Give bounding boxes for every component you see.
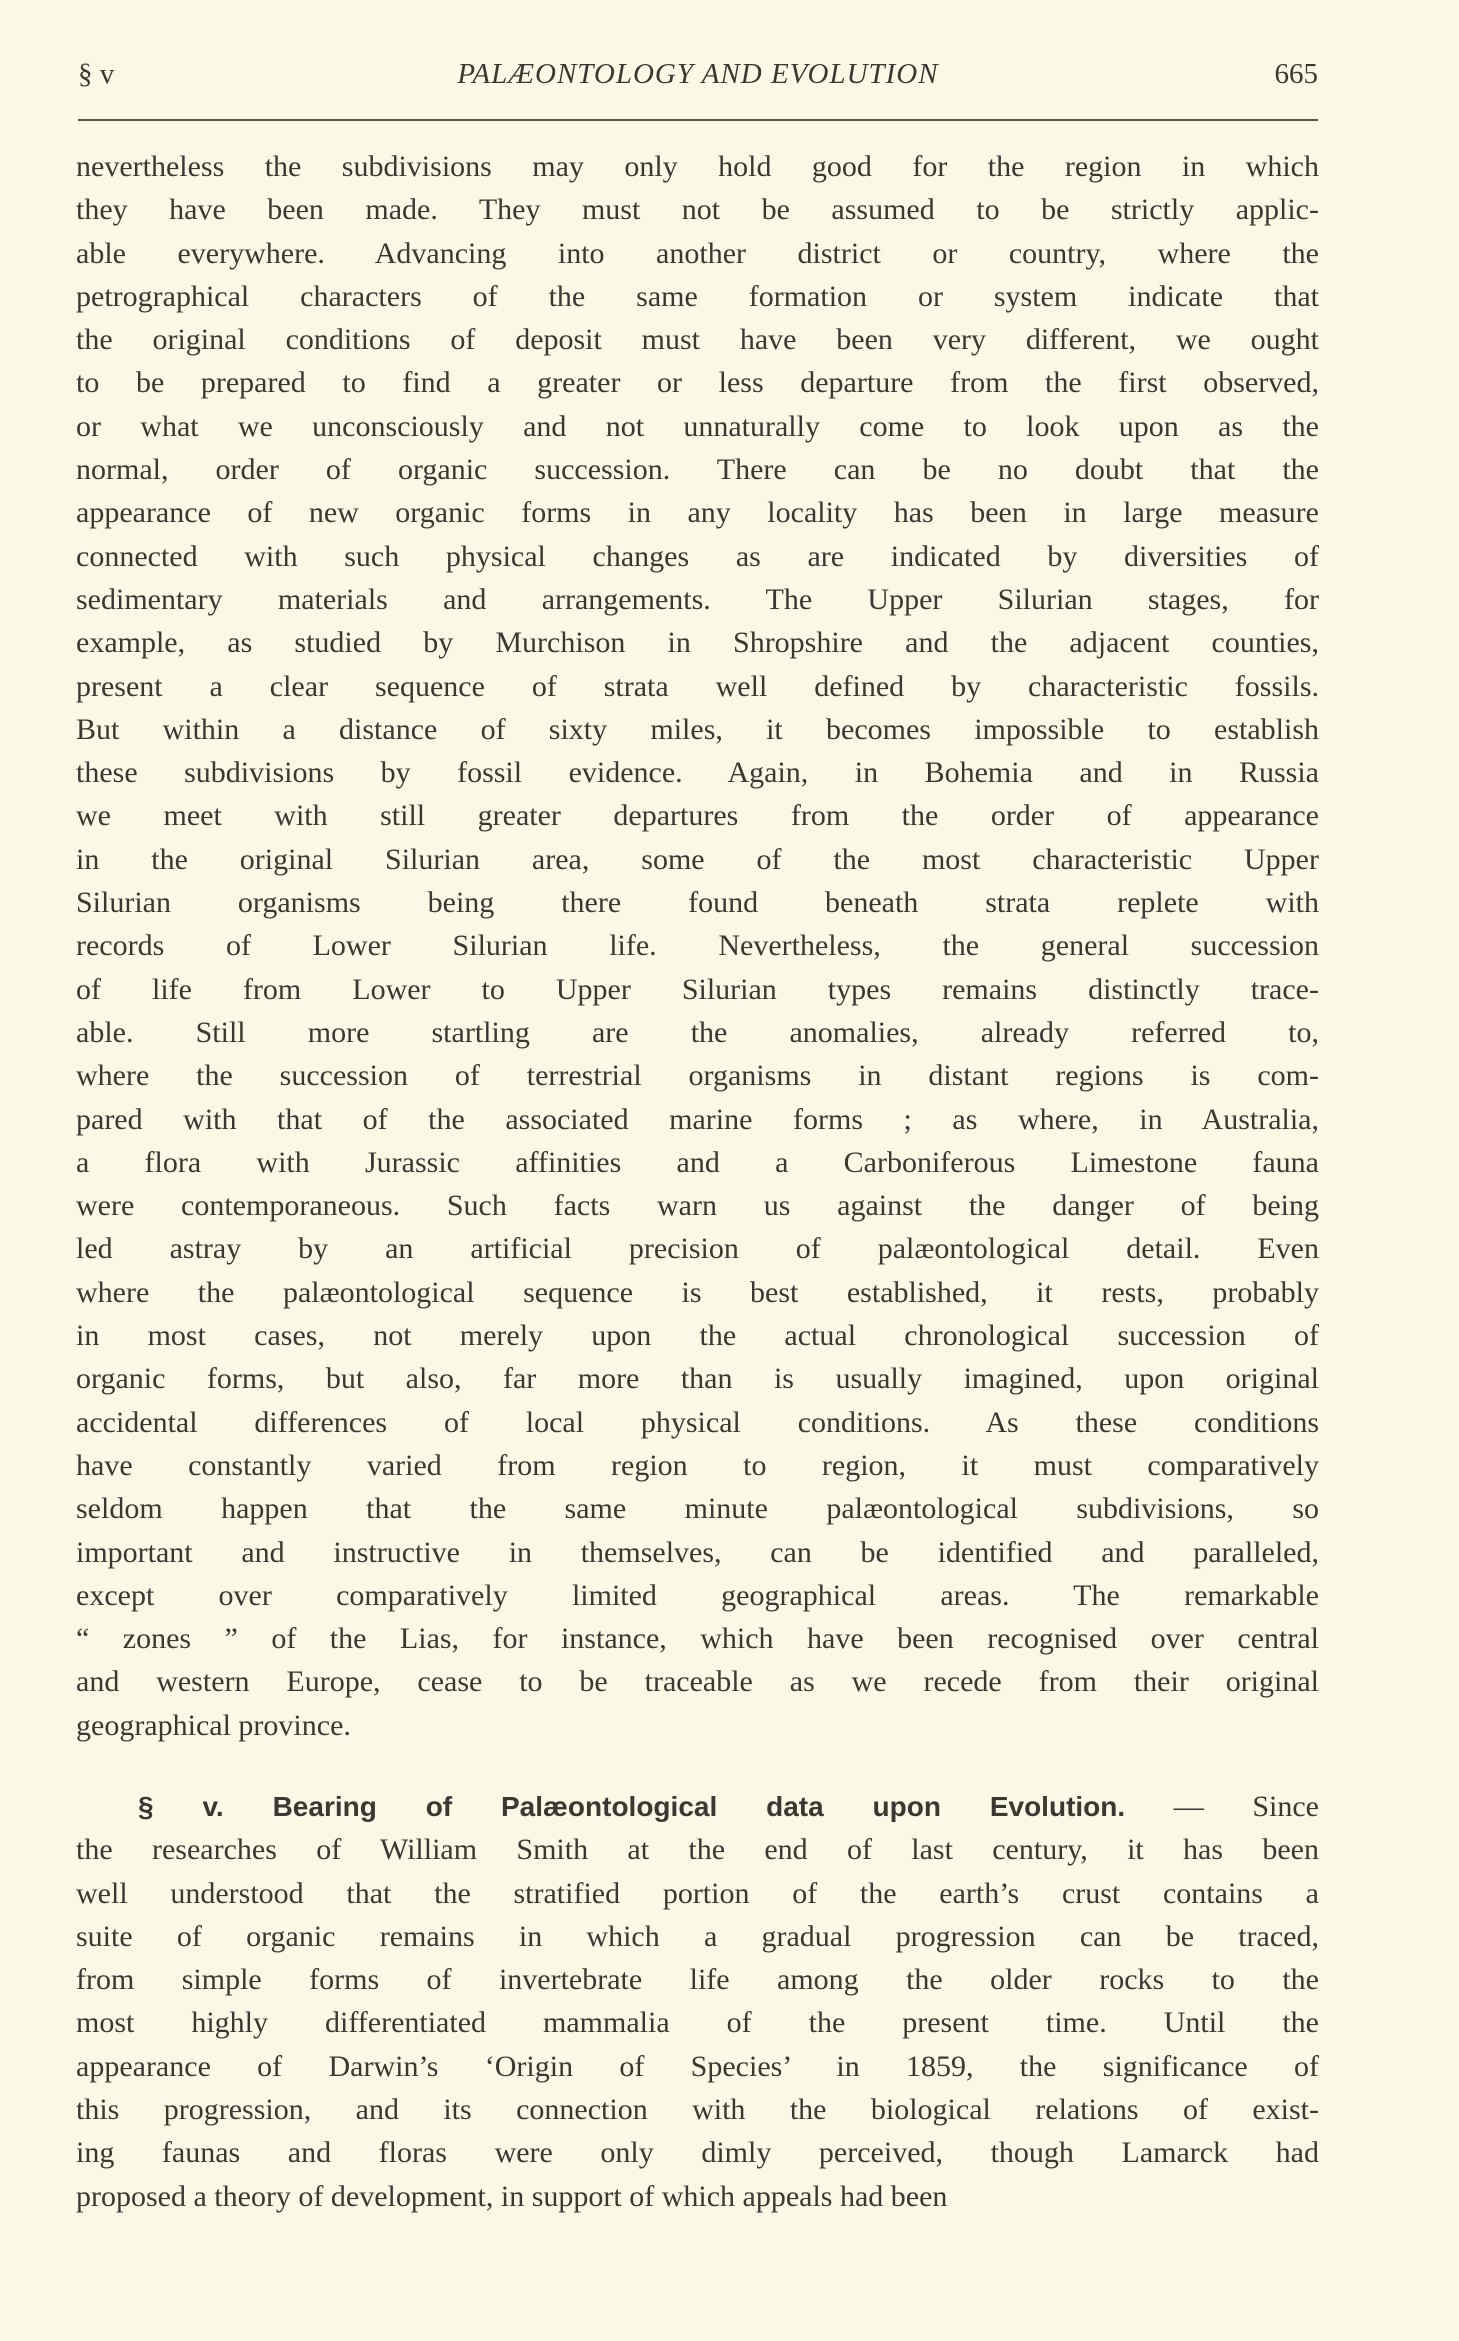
text-line: pared with that of the associated marine forms ; as where, in Australia, xyxy=(76,1102,1319,1136)
text-line: have constantly varied from region to region, it must comparatively xyxy=(76,1448,1319,1482)
text-line: important and instructive in themselves, can be identified and paralleled, xyxy=(76,1535,1319,1569)
text-line: they have been made. They must not be assumed to be strictly applic- xyxy=(76,193,1319,227)
text-line: seldom happen that the same minute palæontological subdivisions, so xyxy=(76,1492,1319,1526)
text-line: “ zones ” of the Lias, for instance, which have been recognised over central xyxy=(76,1622,1319,1656)
paragraph-1 xyxy=(76,145,1319,1747)
paragraph-2 xyxy=(76,1785,1319,2218)
text-line: or what we unconsciously and not unnaturally come to look upon as the xyxy=(76,409,1319,443)
text-line: But within a distance of sixty miles, it becomes impossible to establish xyxy=(76,712,1319,746)
text-line: of life from Lower to Upper Silurian types remains distinctly trace- xyxy=(76,972,1319,1006)
text-line: Silurian organisms being there found beneath strata replete with xyxy=(76,886,1319,920)
text-line: nevertheless the subdivisions may only hold good for the region in which xyxy=(76,150,1319,183)
header-rule xyxy=(78,119,1318,121)
text-line: were contemporaneous. Such facts warn us against the danger of being xyxy=(76,1189,1319,1223)
text-line: example, as studied by Murchison in Shropshire and the adjacent counties, xyxy=(76,626,1319,660)
text-line: these subdivisions by fossil evidence. Again, in Bohemia and in Russia xyxy=(76,756,1319,790)
text-line: records of Lower Silurian life. Nevertheless, the general succession xyxy=(76,929,1319,963)
section-heading-continuation: — Since xyxy=(1173,1790,1319,1823)
section-heading: § v. Bearing of Palæontological data upon Evolution. xyxy=(138,1791,1126,1822)
text-line: connected with such physical changes as are indicated by diversities of xyxy=(76,539,1319,573)
text-line: normal, order of organic succession. There can be no doubt that the xyxy=(76,453,1319,487)
text-line: where the succession of terrestrial organisms in distant regions is com- xyxy=(76,1059,1319,1093)
text-line: a flora with Jurassic affinities and a Carboniferous Limestone fauna xyxy=(76,1145,1319,1179)
text-line: sedimentary materials and arrangements. The Upper Silurian stages, for xyxy=(76,582,1319,616)
text-line: in the original Silurian area, some of the most characteristic Upper xyxy=(76,842,1319,876)
text-line: from simple forms of invertebrate life among the older rocks to the xyxy=(76,1963,1319,1997)
running-header xyxy=(78,58,1318,102)
section-heading-line xyxy=(76,1785,1319,1828)
text-line: the researches of William Smith at the end of last century, it has been xyxy=(76,1833,1319,1867)
text-line: able. Still more startling are the anomalies, already referred to, xyxy=(76,1015,1319,1049)
text-line: and western Europe, cease to be traceable as we recede from their original xyxy=(76,1665,1319,1699)
text-line: the original conditions of deposit must have been very different, we ought xyxy=(76,323,1319,357)
text-line: except over comparatively limited geographical areas. The remarkable xyxy=(76,1578,1319,1612)
text-line: in most cases, not merely upon the actual chronological succession of xyxy=(76,1319,1319,1353)
text-line: this progression, and its connection with the biological relations of exist- xyxy=(76,2093,1319,2127)
text-line: led astray by an artificial precision of palæontological detail. Even xyxy=(76,1232,1319,1266)
text-line: we meet with still greater departures from the order of appearance xyxy=(76,799,1319,833)
running-title: PALÆONTOLOGY AND EVOLUTION xyxy=(457,58,939,90)
page-number: 665 xyxy=(1274,58,1318,90)
text-line: proposed a theory of development, in support of which appeals had been xyxy=(76,2179,948,2213)
text-line: well understood that the stratified portion of the earth’s crust contains a xyxy=(76,1876,1319,1910)
text-line: where the palæontological sequence is best established, it rests, probably xyxy=(76,1275,1319,1309)
text-line: suite of organic remains in which a gradual progression can be traced, xyxy=(76,1919,1319,1953)
text-line: able everywhere. Advancing into another district or country, where the xyxy=(76,236,1319,270)
text-line: petrographical characters of the same formation or system indicate that xyxy=(76,279,1319,313)
section-marker: § v xyxy=(78,58,115,90)
text-line: present a clear sequence of strata well defined by characteristic fossils. xyxy=(76,669,1319,703)
text-line: to be prepared to find a greater or less departure from the first observed, xyxy=(76,366,1319,400)
text-line: geographical province. xyxy=(76,1708,351,1742)
text-line: organic forms, but also, far more than is usually imagined, upon original xyxy=(76,1362,1319,1396)
text-line: ing faunas and floras were only dimly perceived, though Lamarck had xyxy=(76,2136,1319,2170)
text-line: appearance of Darwin’s ‘Origin of Species’ in 1859, the significance of xyxy=(76,2049,1319,2083)
text-line: most highly differentiated mammalia of the present time. Until the xyxy=(76,2006,1319,2040)
text-line: appearance of new organic forms in any locality has been in large measure xyxy=(76,496,1319,530)
text-line: accidental differences of local physical conditions. As these conditions xyxy=(76,1405,1319,1439)
